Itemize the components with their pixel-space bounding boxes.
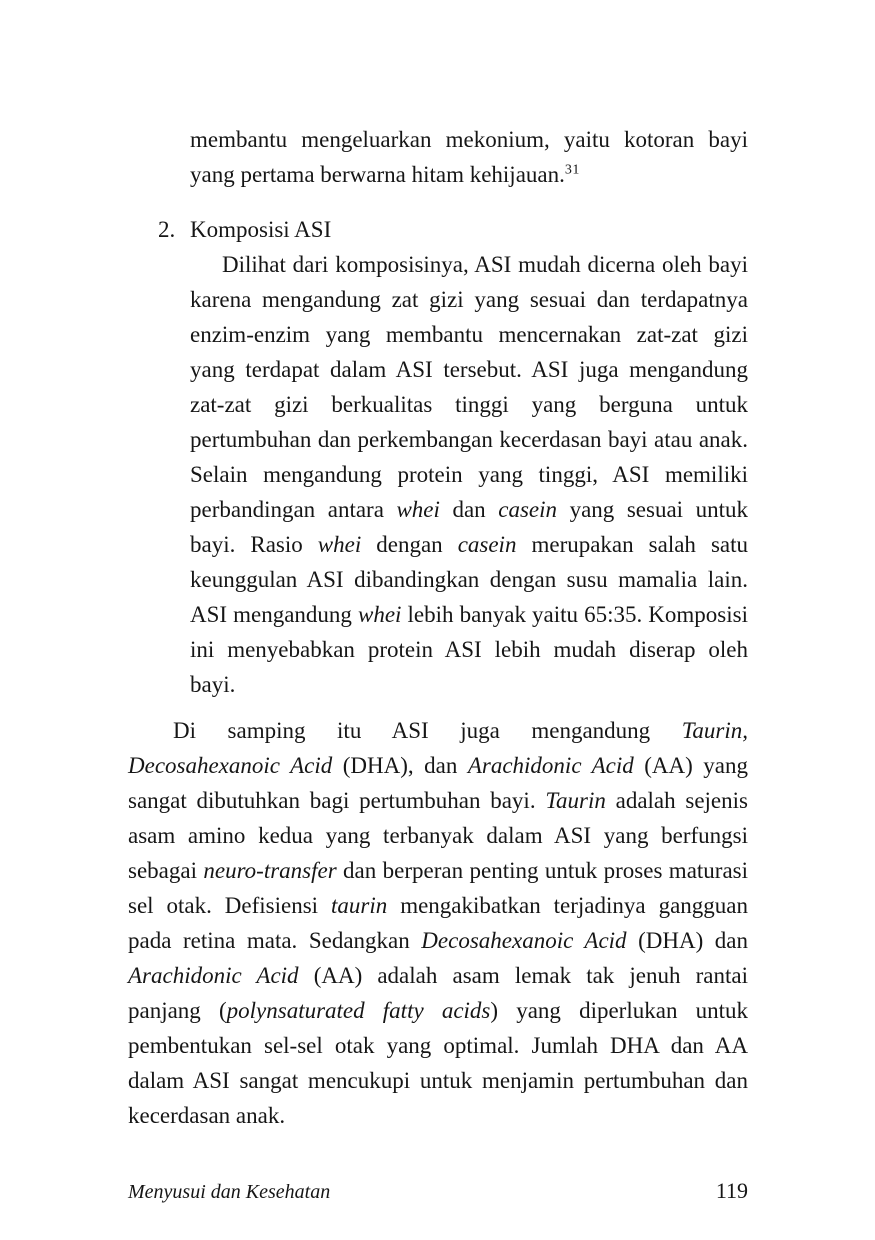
paragraph-komposisi-asi: Dilihat dari komposisinya, ASI mudah dicerna oleh bayi karena mengandung zat gizi yang sesuai dan terdapatnya enzim-enzim yang membantu mencernakan zat-zat gizi yang terdapat dalam ASI tersebut. ASI juga mengandung zat-zat gizi berkualitas tinggi yang berguna untuk pertumbuhan dan perkembangan kecerdasan bayi atau anak. Selain mengandung protein yang tinggi, ASI memiliki perbandingan antara whei dan casein yang sesuai untuk bayi. Rasio whei dengan casein merupakan salah satu keunggulan ASI dibandingkan dengan susu mamalia lain. ASI mengandung whei lebih banyak yaitu 65:35. Komposisi ini menyebabkan protein ASI lebih mudah diserap oleh bayi. (190, 252, 748, 697)
paragraph-taurin-dha: Di samping itu ASI juga mengandung Taurin, Decosahexanoic Acid (DHA), dan Arachidonic Acid (AA) yang sangat dibutuhkan bagi pertumbuhan bayi. Taurin adalah sejenis asam amino kedua yang terbanyak dalam ASI yang berfungsi sebagai neuro-transfer dan berperan penting untuk proses maturasi sel otak. Defisiensi taurin mengakibatkan terjadinya gangguan pada retina mata. Sedangkan Decosahexanoic Acid (DHA) dan Arachidonic Acid (AA) adalah asam lemak tak jenuh rantai panjang (polynsaturated fatty acids) yang diperlukan untuk pembentukan sel-sel otak yang optimal. Jumlah DHA dan AA dalam ASI sangat mencukupi untuk menjamin pertumbuhan dan kecerdasan anak. (128, 718, 749, 1128)
list-item-number: 2. (158, 217, 176, 242)
running-footer-book-title: Menyusui dan Kesehatan (128, 1181, 331, 1203)
page-footer (128, 1179, 748, 1204)
paragraph-mekonium: membantu mengeluarkan mekonium, yaitu kotoran bayi yang pertama berwarna hitam kehijauan.$^{31}$ (190, 127, 748, 187)
list-item-komposisi-asi (158, 212, 748, 702)
section-heading-komposisi-asi: Komposisi ASI (190, 217, 332, 242)
page-number: 119 (715, 1178, 748, 1203)
